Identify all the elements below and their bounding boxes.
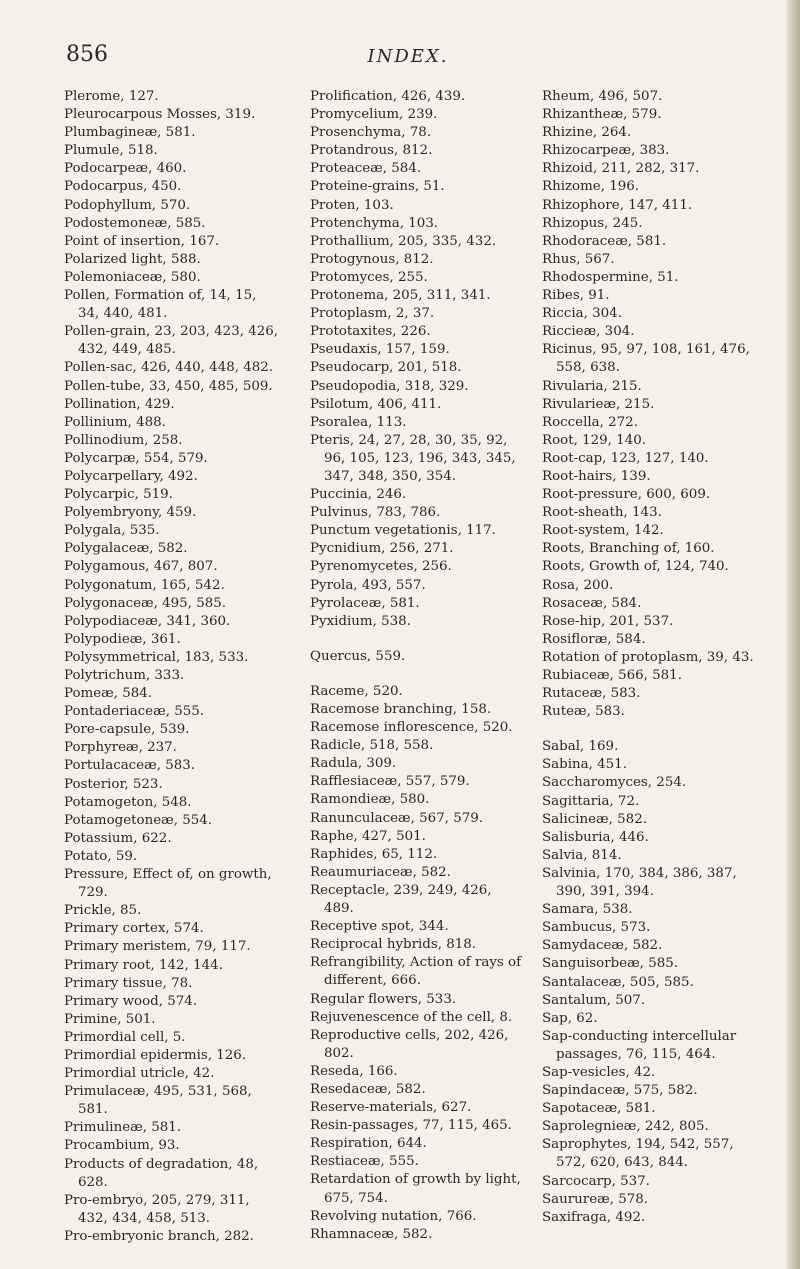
index-entry: Rosaceæ, 584. — [542, 595, 642, 611]
index-entry: Polycarpic, 519. — [64, 487, 173, 503]
index-entry: Retardation of growth by light, 675, 754. — [310, 1172, 521, 1206]
index-entry: Protogynous, 812. — [310, 251, 434, 267]
index-entry: Prothallium, 205, 335, 432. — [310, 233, 497, 249]
index-entry: Ranunculaceæ, 567, 579. — [310, 810, 484, 826]
index-entry: Radula, 309. — [310, 756, 397, 772]
index-entry: Potamogetoneæ, 554. — [64, 812, 213, 828]
index-entry: Root-cap, 123, 127, 140. — [542, 450, 709, 466]
index-entry: Pollen-sac, 426, 440, 448, 482. — [64, 360, 274, 376]
index-entry: Rosifloræ, 584. — [542, 631, 646, 647]
index-entry: Proteine-grains, 51. — [310, 179, 445, 195]
index-entry: Polemoniaceæ, 580. — [64, 269, 201, 285]
index-entry: Pteris, 24, 27, 28, 30, 35, 92, 96, 105, 123, 196, 343, 345, 347, 348, 350, 354. — [310, 432, 516, 484]
index-entry: Prosenchyma, 78. — [310, 125, 432, 141]
index-entry: Pollen, Formation of, 14, 15, 34, 440, 481. — [64, 288, 257, 322]
index-entry: Ruteæ, 583. — [542, 704, 625, 720]
index-entry: Rubiaceæ, 566, 581. — [542, 668, 682, 683]
index-entry: Primordial epidermis, 126. — [64, 1047, 247, 1063]
index-entry: Pressure, Effect of, on growth, 729. — [64, 867, 272, 901]
index-entry: Rivularieæ, 215. — [542, 396, 655, 412]
index-entry: Sap-vesicles, 42. — [542, 1064, 656, 1080]
index-entry: Pollen-grain, 23, 203, 423, 426, 432, 449, 485. — [64, 324, 279, 358]
index-entry: Polygonatum, 165, 542. — [64, 577, 225, 593]
index-entry: Pollinium, 488. — [64, 414, 166, 430]
index-entry: Rhizome, 196. — [542, 179, 640, 195]
index-entry: Saprophytes, 194, 542, 557, 572, 620, 643, 844. — [542, 1137, 734, 1171]
index-entry: Point of insertion, 167. — [64, 233, 220, 249]
index-entry: Primulineæ, 581. — [64, 1120, 182, 1136]
index-entry: Primordial cell, 5. — [64, 1029, 186, 1045]
index-entry: Revolving nutation, 766. — [310, 1208, 477, 1224]
index-entry: Polygala, 535. — [64, 523, 160, 539]
index-entry: Sambucus, 573. — [542, 920, 651, 936]
index-entry: Rose-hip, 201, 537. — [542, 613, 674, 629]
index-column-2 — [310, 88, 525, 1244]
index-entry: Sagittaria, 72. — [542, 793, 640, 809]
index-entry: Ribes, 91. — [542, 288, 610, 304]
index-entry: Pseudaxis, 157, 159. — [310, 342, 450, 358]
index-entry: Rutaceæ, 583. — [542, 686, 641, 702]
index-entry: Procambium, 93. — [64, 1138, 180, 1154]
index-entry: Salicineæ, 582. — [542, 811, 647, 827]
index-entry: Primary cortex, 574. — [64, 921, 204, 937]
index-entry: Roots, Growth of, 124, 740. — [542, 559, 729, 575]
index-entry: Podocarpeæ, 460. — [64, 161, 187, 177]
index-entry: Rhodospermine, 51. — [542, 269, 679, 285]
index-entry: Sarcocarp, 537. — [542, 1173, 650, 1189]
index-entry: Primulaceæ, 495, 531, 568, 581. — [64, 1084, 252, 1118]
index-column-1 — [64, 88, 279, 1246]
index-entry: Sanguisorbeæ, 585. — [542, 956, 679, 972]
index-entry: Rosa, 200. — [542, 577, 614, 593]
index-entry: Polygalaceæ, 582. — [64, 541, 188, 557]
index-entry: Pyxidium, 538. — [310, 613, 411, 629]
index-entry: Restiaceæ, 555. — [310, 1154, 419, 1170]
index-entry: Rhizopus, 245. — [542, 215, 643, 231]
index-entry: Pro-embryonic branch, 282. — [64, 1228, 254, 1244]
index-entry: Racemose branching, 158. — [310, 702, 492, 717]
index-entry: Pyrenomycetes, 256. — [310, 559, 452, 575]
index-entry: Pollen-tube, 33, 450, 485, 509. — [64, 378, 273, 394]
index-entry: Saccharomyces, 254. — [542, 775, 687, 791]
index-entry: Polycarpæ, 554, 579. — [64, 450, 208, 466]
index-entry: Protomyces, 255. — [310, 269, 428, 285]
index-entry: Primine, 501. — [64, 1011, 156, 1027]
index-entry: Polygamous, 467, 807. — [64, 559, 218, 575]
index-entry: Polycarpellary, 492. — [64, 468, 198, 484]
index-entry: Riccieæ, 304. — [542, 324, 635, 340]
index-entry: Ramondieæ, 580. — [310, 792, 430, 808]
index-entry: Protandrous, 812. — [310, 143, 433, 159]
index-entry: Rhizocarpeæ, 383. — [542, 143, 670, 159]
index-entry: Rejuvenescence of the cell, 8. — [310, 1009, 513, 1025]
index-entry: Refrangibility, Action of rays of different, 666. — [310, 955, 522, 989]
index-entry: Posterior, 523. — [64, 776, 163, 792]
index-entry: Rheum, 496, 507. — [542, 89, 663, 104]
index-entry: Santalum, 507. — [542, 992, 646, 1008]
index-entry: Pyrolaceæ, 581. — [310, 595, 420, 611]
index-entry: Polypodieæ, 361. — [64, 631, 181, 647]
index-entry: Potato, 59. — [64, 848, 138, 864]
page-number: 856 — [66, 42, 108, 67]
index-entry: Sabal, 169. — [542, 739, 619, 755]
index-entry: Pseudopodia, 318, 329. — [310, 378, 469, 394]
index-entry: Podostemoneæ, 585. — [64, 215, 206, 231]
index-entry: Receptive spot, 344. — [310, 919, 449, 935]
index-entry: Primary meristem, 79, 117. — [64, 939, 251, 955]
index-column-3 — [542, 88, 757, 1227]
index-entry: Resedaceæ, 582. — [310, 1081, 426, 1097]
index-entry: Products of degradation, 48, 628. — [64, 1156, 259, 1190]
index-entry: Root-sheath, 143. — [542, 505, 662, 521]
index-entry: Santalaceæ, 505, 585. — [542, 974, 694, 990]
index-entry: Polypodiaceæ, 341, 360. — [64, 613, 231, 629]
index-entry: Root, 129, 140. — [542, 432, 646, 448]
index-entry: Punctum vegetationis, 117. — [310, 523, 496, 539]
index-entry: Rhizoid, 211, 282, 317. — [542, 161, 700, 177]
index-entry: Reserve-materials, 627. — [310, 1100, 472, 1116]
index-entry: Rhizophore, 147, 411. — [542, 197, 693, 213]
index-entry: Rhus, 567. — [542, 251, 615, 267]
index-entry: Protoplasm, 2, 37. — [310, 306, 435, 322]
index-entry: Proten, 103. — [310, 197, 394, 213]
index-entry: Rivularia, 215. — [542, 378, 642, 394]
index-entry: Protonema, 205, 311, 341. — [310, 288, 491, 304]
index-entry: Psoralea, 113. — [310, 414, 407, 430]
index-entry: Sabina, 451. — [542, 757, 627, 773]
index-entry: Plumbagineæ, 581. — [64, 125, 196, 141]
index-entry: Samydaceæ, 582. — [542, 938, 663, 954]
index-entry: Pycnidium, 256, 271. — [310, 541, 454, 557]
index-entry: Podophyllum, 570. — [64, 197, 191, 213]
index-entry: Quercus, 559. — [310, 648, 406, 664]
index-entry: Racemose inflorescence, 520. — [310, 720, 513, 736]
index-entry: Promycelium, 239. — [310, 107, 438, 123]
index-entry: Podocarpus, 450. — [64, 179, 182, 195]
index-entry: Salvia, 814. — [542, 847, 622, 863]
index-entry: Pyrola, 493, 557. — [310, 577, 426, 593]
index-entry: Sap-conducting intercellular passages, 76, 115, 464. — [542, 1028, 737, 1062]
index-entry: Proteaceæ, 584. — [310, 161, 422, 177]
index-entry: Rhizantheæ, 579. — [542, 107, 662, 123]
index-entry: Polyembryony, 459. — [64, 505, 197, 521]
index-entry: Prickle, 85. — [64, 903, 142, 919]
index-entry: Salisburia, 446. — [542, 829, 649, 845]
index-entry: Saurureæ, 578. — [542, 1191, 649, 1207]
index-entry: Plumule, 518. — [64, 143, 158, 159]
index-entry: Riccia, 304. — [542, 306, 622, 322]
index-entry: Protenchyma, 103. — [310, 215, 439, 231]
index-entry: Sap, 62. — [542, 1010, 598, 1026]
index-entry: Ricinus, 95, 97, 108, 161, 476, 558, 638. — [542, 342, 750, 376]
index-entry: Root-pressure, 600, 609. — [542, 487, 711, 503]
page-edge — [786, 0, 800, 1269]
index-entry: Reproductive cells, 202, 426, 802. — [310, 1027, 509, 1061]
index-entry: Rhizine, 264. — [542, 125, 632, 141]
index-entry: Resin-passages, 77, 115, 465. — [310, 1118, 512, 1134]
index-entry: Pomeæ, 584. — [64, 686, 153, 702]
page-header — [58, 42, 758, 72]
index-entry: Sapotaceæ, 581. — [542, 1101, 656, 1117]
index-entry: Saxifraga, 492. — [542, 1209, 646, 1225]
index-entry: Sapindaceæ, 575, 582. — [542, 1083, 698, 1099]
index-entry: Primary root, 142, 144. — [64, 957, 223, 973]
index-entry: Reciprocal hybrids, 818. — [310, 937, 477, 953]
index-entry: Respiration, 644. — [310, 1136, 427, 1152]
index-entry: Puccinia, 246. — [310, 487, 407, 503]
index-entry: Rotation of protoplasm, 39, 43. — [542, 649, 754, 665]
index-entry: Pseudocarp, 201, 518. — [310, 360, 462, 376]
index-entry: Receptacle, 239, 249, 426, 489. — [310, 882, 492, 917]
index-entry: Radicle, 518, 558. — [310, 738, 434, 754]
index-entry: Polarized light, 588. — [64, 251, 201, 267]
index-entry: Rhodoraceæ, 581. — [542, 233, 667, 249]
index-entry: Pulvinus, 783, 786. — [310, 505, 441, 521]
index-entry: Pleurocarpous Mosses, 319. — [64, 107, 256, 123]
index-entry: Roots, Branching of, 160. — [542, 541, 715, 557]
index-entry: Polysymmetrical, 183, 533. — [64, 649, 249, 665]
index-entry: Root-system, 142. — [542, 523, 664, 539]
index-entry: Potamogeton, 548. — [64, 794, 192, 810]
index-entry: Pore-capsule, 539. — [64, 722, 190, 738]
index-entry: Polytrichum, 333. — [64, 668, 185, 683]
index-entry: Pro-embryo, 205, 279, 311, 432, 434, 458, 513. — [64, 1192, 250, 1226]
index-entry: Plerome, 127. — [64, 89, 159, 104]
index-entry: Reaumuriaceæ, 582. — [310, 864, 451, 880]
index-entry: Pontaderiaceæ, 555. — [64, 704, 205, 720]
index-entry: Saprolegnieæ, 242, 805. — [542, 1119, 709, 1135]
index-entry: Primary wood, 574. — [64, 993, 198, 1009]
index-entry: Reseda, 166. — [310, 1063, 398, 1079]
index-entry: Pollination, 429. — [64, 396, 175, 412]
index-entry: Psilotum, 406, 411. — [310, 396, 442, 412]
index-entry: Potassium, 622. — [64, 830, 172, 846]
index-entry: Prolification, 426, 439. — [310, 89, 466, 104]
index-entry: Primary tissue, 78. — [64, 975, 193, 991]
index-entry: Primordial utricle, 42. — [64, 1066, 215, 1082]
index-entry: Salvinia, 170, 384, 386, 387, 390, 391, 394. — [542, 865, 737, 900]
index-entry: Raphe, 427, 501. — [310, 828, 426, 844]
index-entry: Root-hairs, 139. — [542, 468, 651, 484]
index-entry: Pollinodium, 258. — [64, 432, 183, 448]
index-entry: Rafflesiaceæ, 557, 579. — [310, 774, 470, 790]
index-entry: Samara, 538. — [542, 902, 633, 918]
running-head: INDEX. — [367, 46, 449, 67]
index-entry: Raceme, 520. — [310, 683, 403, 699]
index-entry: Regular flowers, 533. — [310, 991, 457, 1007]
index-entry: Raphides, 65, 112. — [310, 846, 438, 862]
index-entry: Polygonaceæ, 495, 585. — [64, 595, 227, 611]
index-entry: Porphyreæ, 237. — [64, 740, 177, 756]
index-entry: Portulacaceæ, 583. — [64, 758, 196, 774]
index-entry: Rhamnaceæ, 582. — [310, 1226, 433, 1242]
index-entry: Roccella, 272. — [542, 414, 638, 430]
index-entry: Prototaxites, 226. — [310, 324, 431, 340]
